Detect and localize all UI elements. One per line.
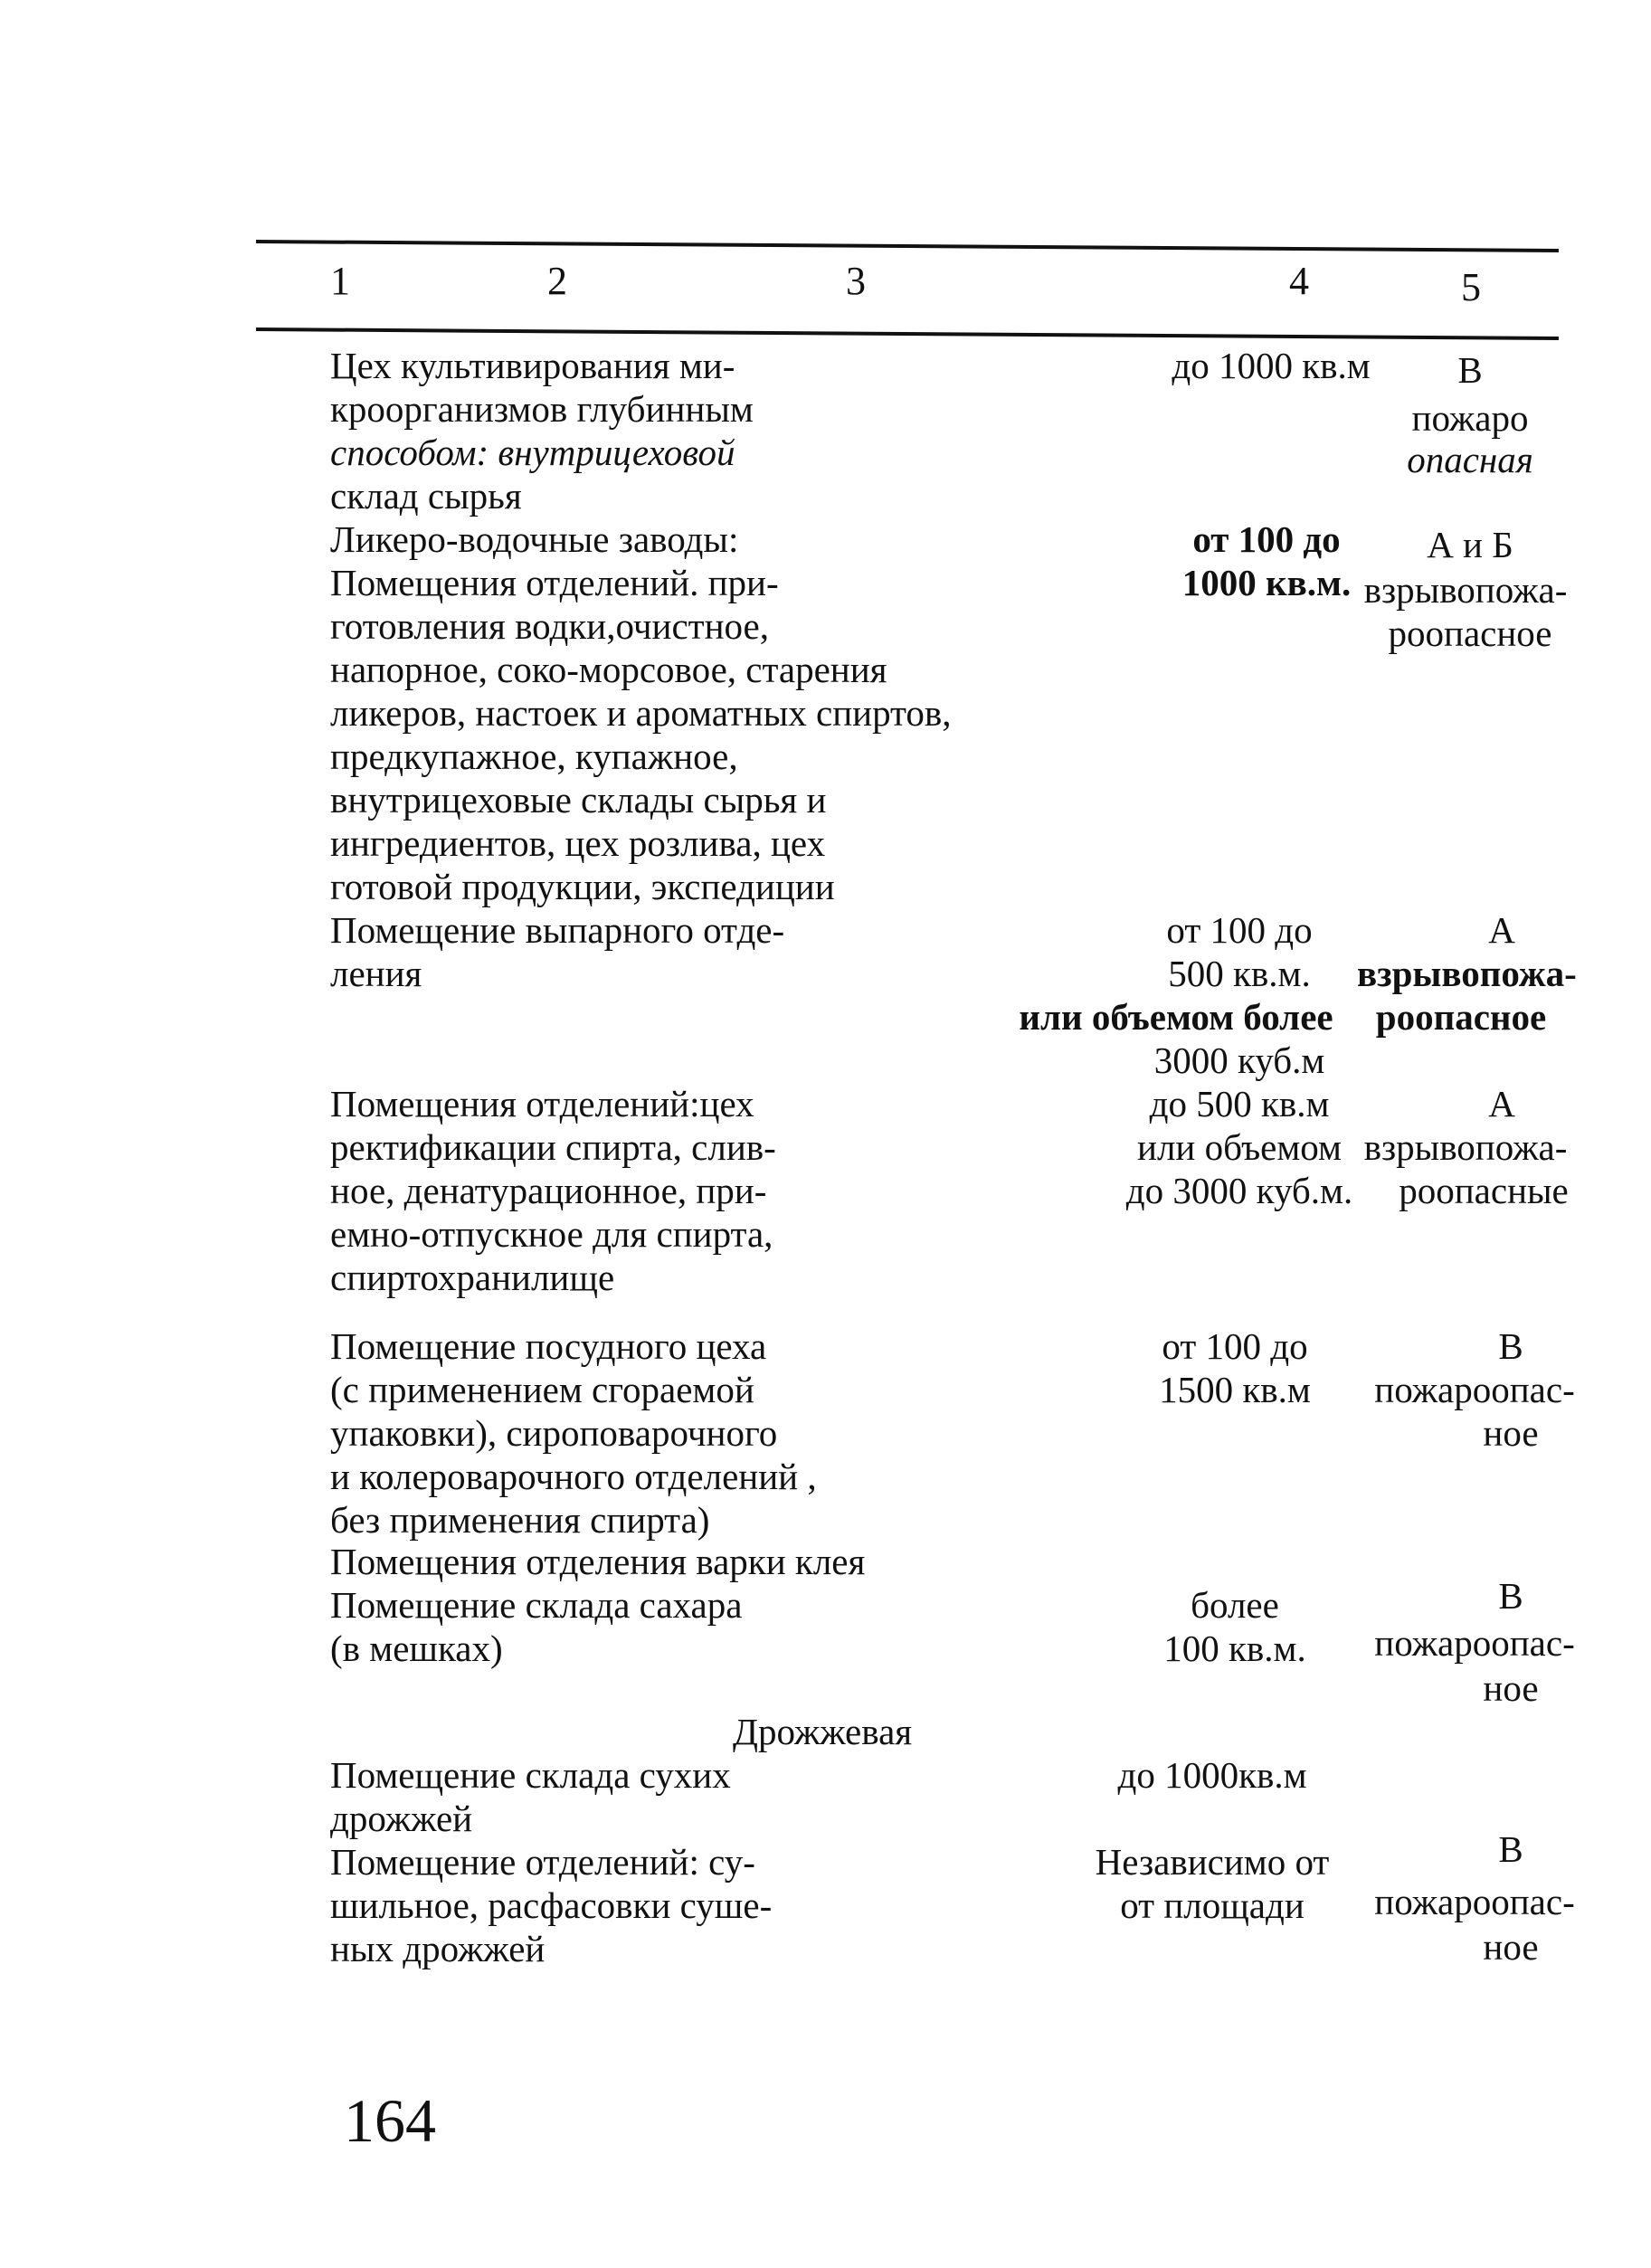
row-name-line: способом: внутрицеховой [330,432,735,473]
row-area-line: более [1191,1584,1279,1626]
table-top-rule [256,240,1559,252]
row-name-line: Помещение посудного цеха [330,1325,767,1367]
row-category-line: ное [1483,1667,1539,1709]
column-header-2: 2 [547,259,567,303]
row-name-line: предкупажное, купажное, [330,735,738,777]
row-name-line: Помещения отделений. при- [330,562,779,603]
row-area-line: до 3000 куб.м. [1125,1170,1353,1211]
row-name-line: без применения спирта) [330,1499,710,1541]
table-header-rule [256,327,1559,340]
row-name-line: ных дрожжей [330,1928,546,1969]
column-header-1: 1 [330,259,350,303]
row-name-line: склад сырья [330,475,522,517]
row-area-line: или объемом [1137,1126,1342,1168]
row-name-line: дрожжей [330,1798,473,1839]
row-category-line: пожароопас- [1374,1369,1575,1410]
row-area-line: или объемом более [1019,996,1333,1038]
row-area-line: от 100 до [1166,909,1313,951]
row-name-line: внутрицеховые склады сырья и [330,779,827,821]
column-header-4: 4 [1289,259,1309,303]
row-category-line: пожаро [1411,397,1529,439]
row-name-line: Помещение склада сахара [330,1584,743,1626]
row-category-line: взрывопожа- [1363,1126,1568,1168]
row-area-line: от 100 до [1162,1325,1308,1367]
row-heading: Ликеро-водочные заводы: [330,518,739,560]
row-category-line: взрывопожа- [1363,569,1568,611]
row-category-line: роопасное [1388,612,1552,654]
section-title: Дрожжевая [733,1711,913,1752]
row-area-line: 100 кв.м. [1163,1627,1306,1669]
row-area-line: 1500 кв.м [1159,1369,1311,1410]
row-category-line: ное [1483,1412,1539,1454]
row-area-line: от 100 до [1192,518,1341,560]
row-name-line: Помещение склада сухих [330,1754,731,1796]
row-name-line: ректификации спирта, слив- [330,1126,776,1168]
row-area-line: 3000 куб.м [1153,1039,1325,1081]
row-category-line: пожароопас- [1374,1622,1575,1664]
row-name-line: напорное, соко-морсовое, старения [330,649,887,690]
row-category-line: А [1488,909,1515,951]
row-area-line: 500 кв.м. [1168,953,1311,994]
row-name-line: Помещение отделений: су- [330,1841,755,1883]
row-name-line: Цех культивирования ми- [330,345,735,386]
row-category-line: взрывопожа- [1357,953,1577,994]
row-name-line: Помещения отделения варки клея [330,1541,866,1582]
row-category-line: В [1498,1575,1523,1617]
row-category-line: опасная [1407,439,1533,480]
row-name-line: готовой продукции, экспедиции [330,866,835,907]
column-header-3: 3 [846,259,866,303]
row-name-line: спиртохранилище [330,1257,615,1298]
row-category-line: В [1498,1828,1523,1870]
row-name-line: емно-отпускное для спирта, [330,1213,773,1255]
row-area-line: 1000 кв.м. [1181,562,1352,603]
row-area-line: Независимо от [1095,1841,1330,1883]
row-area-line: до 1000кв.м [1117,1754,1307,1796]
row-name-line: Помещения отделений:цех [330,1083,754,1125]
row-name-line: (с применением сгораемой [330,1369,754,1410]
row-name-line: кроорганизмов глубинным [330,388,754,430]
row-category-line: В [1498,1325,1523,1367]
row-category-line: В [1457,349,1483,391]
row-category-line: пожароопас- [1374,1881,1575,1922]
row-name-line: и колероварочного отделений , [330,1456,817,1497]
row-category-line: роопасное [1375,996,1547,1038]
row-category-line: А [1488,1083,1515,1125]
row-name-line: ликеров, настоек и ароматных спиртов, [330,692,952,734]
row-area-line: до 500 кв.м [1149,1083,1330,1125]
row-category-line: роопасные [1399,1170,1569,1211]
row-category-line: ное [1483,1926,1539,1968]
row-name-line: ления [330,953,422,994]
row-name-line: шильное, расфасовки суше- [330,1884,773,1926]
column-header-5: 5 [1461,265,1481,309]
row-name-line: (в мешках) [330,1627,503,1669]
row-name-line: Помещение выпарного отде- [330,909,785,951]
row-category-line: А и Б [1427,524,1513,565]
row-name-line: упаковки), сироповарочного [330,1412,778,1454]
row-name-line: ингредиентов, цех розлива, цех [330,822,826,864]
row-area-line: до 1000 кв.м [1172,345,1371,386]
row-name-line: ное, денатурационное, при- [330,1170,767,1211]
row-name-line: готовления водки,очистное, [330,605,769,647]
row-area-line: от площади [1120,1884,1305,1926]
page-number: 164 [344,2086,436,2155]
